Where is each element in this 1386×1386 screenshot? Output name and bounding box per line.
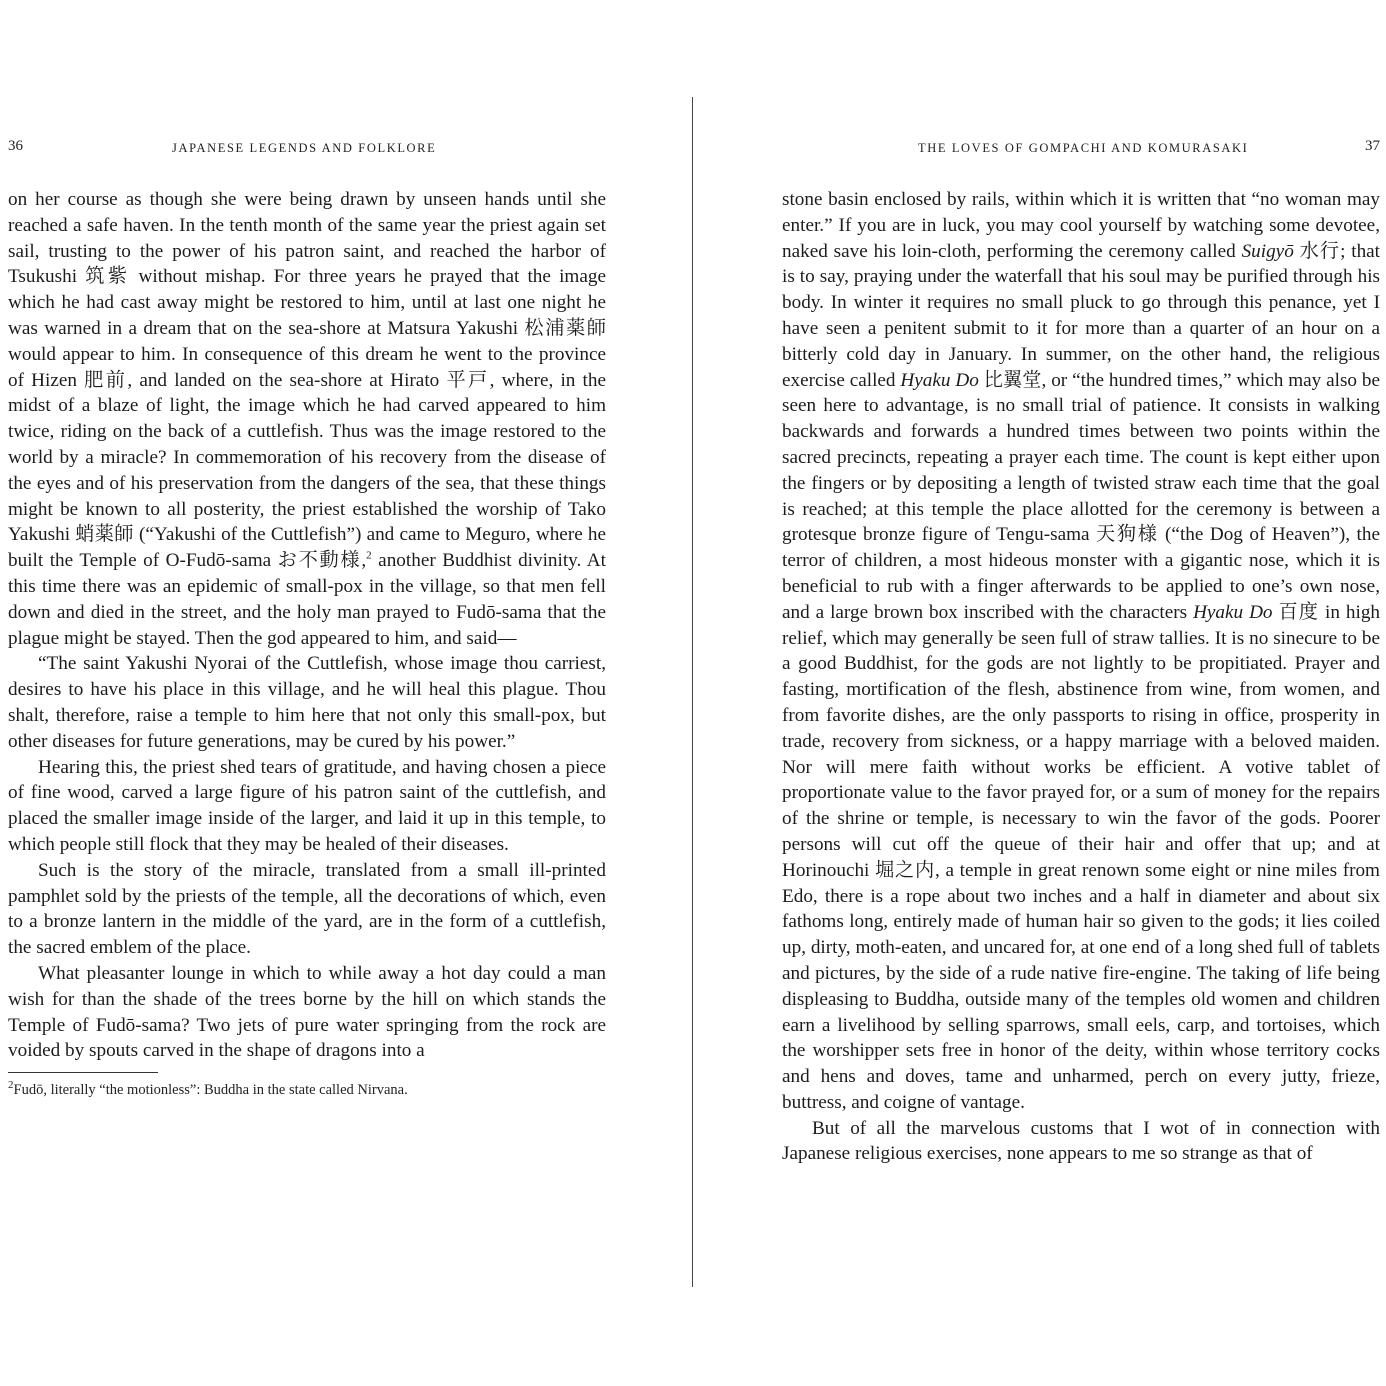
paragraph: But of all the marvelous customs that I wot of in connection with Japanese religious exercises, none appears to me so strange as that of xyxy=(782,1117,1380,1165)
left-page xyxy=(8,138,606,1099)
paragraph: Such is the story of the miracle, translated from a small ill-printed pamphlet sold by the priests of the temple, all the decorations of which, even to a bronze lantern in the middle of the yard, are in the form of a cuttlefish, the sacred emblem of the place. xyxy=(8,859,606,959)
page-number-right: 37 xyxy=(1365,138,1380,154)
paragraph-text: another Buddhist divinity. At this time there was an epidemic of small-pox in the village, so that men fell down and died in the street, and the holy man prayed to Fudō-sama that the plague might be stayed. Then the god appeared to him, and said— xyxy=(8,550,606,649)
left-page-body xyxy=(8,187,606,1064)
paragraph: Hearing this, the priest shed tears of gratitude, and having chosen a piece of fine wood, carved a large figure of his patron saint of the cuttlefish, and placed the smaller image inside of the larger, and laid it up in this temple, to which people still flock that they may be healed of their diseases. xyxy=(8,756,606,855)
right-page-header xyxy=(782,138,1380,162)
footnote-ref: 2 xyxy=(366,549,372,562)
left-page-header xyxy=(8,138,606,162)
paragraph-text: 比翼堂, or “the hundred times,” which may also be seen here to advantage, is no small trial of patience. It consists in walking backwards and forwards a hundred times between two points within the sacred precincts, repeating a prayer each time. The count is kept either upon the fingers or by depositing a length of twisted straw each time that the goal is reached; at this temple the place allotted for the ceremony is between a grotesque bronze figure of Tengu-sama 天狗様 (“the Dog of Heaven”), the terror of children, a most hideous monster with a gigantic nose, which it is beneficial to rub with a finger afterwards to be applied to one’s own nose, and a large brown box inscribed with the characters xyxy=(782,369,1381,623)
italic-term: Hyaku Do xyxy=(900,369,979,391)
gutter-divider xyxy=(692,97,693,1287)
paragraph-text: 水行; that is to say, praying under the waterfall that his soul may be purified through his body. In winter it requires no small pluck to go through this penance, yet I have seen a penitent submit to it for more than a quarter of an hour on a bitterly cold day in January. In summer, on the other hand, the religious exercise called xyxy=(782,240,1381,391)
page-number-left: 36 xyxy=(8,138,23,154)
paragraph xyxy=(8,187,606,651)
paragraph xyxy=(782,187,1380,1116)
paragraph: What pleasanter lounge in which to while away a hot day could a man wish for than the shade of the trees borne by the hill on which stands the Temple of Fudō-sama? Two jets of pure water springing from the rock are voided by spouts carved in the shape of dragons into a xyxy=(8,962,606,1062)
footnote-rule xyxy=(8,1072,158,1073)
running-head-right: THE LOVES OF GOMPACHI AND KOMURASAKI xyxy=(918,141,1249,155)
italic-term: Suigyō xyxy=(1241,240,1294,262)
paragraph-text: 百度 in high relief, which may generally be seen full of straw tallies. It is no sinecure to be a good Buddhist, for the gods are not lightly to be propitiated. Prayer and fasting, mortification of the flesh, abstinence from wine, from women, and from favorite dishes, are the only passports to rising in office, prosperity in trade, recovery from sickness, or a happy marriage with a beloved maiden. Nor will mere faith without works be efficient. A votive tablet of proportionate value to the favor prayed for, or a sum of money for the repairs of the shrine or temple, is necessary to win the favor of the gods. Poorer persons will cut off the queue of their hair and offer that up; and at Horinouchi 堀之内, a temple in great renown some eight or nine miles from Edo, there is a rope about two inches and a half in diameter and about six fathoms long, entirely made of human hair so given to the gods; it lies coiled up, dirty, moth-eaten, and uncared for, at one end of a long shed full of tablets and pictures, by the side of a rude native fire-engine. The taking of life being displeasing to Buddha, outside many of the temples old women and children earn a livelihood by selling sparrows, small eels, carp, and tortoises, which the worshipper sets free in honor of the deity, within whose territory cocks and hens and doves, tame and unharmed, perch on every jutty, frieze, buttress, and coigne of vantage. xyxy=(782,601,1381,1113)
paragraph: “The saint Yakushi Nyorai of the Cuttlefish, whose image thou carriest, desires to have his place in this village, and he will heal this plague. Thou shalt, therefore, raise a temple to him here that not only this small-pox, but other diseases for future generations, may be cured by his power.” xyxy=(8,653,606,752)
right-page xyxy=(782,138,1380,1167)
paragraph-text: on her course as though she were being drawn by unseen hands until she reached a safe haven. In the tenth month of the same year the priest again set sail, trusting to the power of his patron saint, and reached the harbor of Tsukushi 筑紫 without mishap. For three years he prayed that the image which he had cast away might be restored to him, until at last one night he was warned in a dream that on the sea-shore at Matsura Yakushi 松浦薬師 would appear to him. In consequence of this dream he went to the province of Hizen 肥前, and landed on the sea-shore at Hirato 平戸, where, in the midst of a blaze of light, the image which he had carved appeared to him twice, riding on the back of a cuttlefish. Thus was the image restored to the world by a miracle? In commemoration of his recovery from the disease of the eyes and of his preservation from the dangers of the sea, that these things might be known to all posterity, the priest established the worship of Tako Yakushi 蛸薬師 (“Yakushi of the Cuttlefish”) and came to Meguro, where he built the Temple of O-Fudō-sama お不動様, xyxy=(8,189,606,572)
paragraph-text: stone basin enclosed by rails, within which it is written that “no woman may enter.” If you are in luck, you may cool yourself by watching some devotee, naked save his loin-cloth, performing the ceremony called xyxy=(782,189,1380,262)
footnote-text: Fudō, literally “the motionless”: Buddha in the state called Nirvana. xyxy=(13,1082,408,1099)
footnote-mark: 2 xyxy=(8,1079,14,1092)
footnote xyxy=(8,1081,606,1099)
running-head-left: JAPANESE LEGENDS AND FOLKLORE xyxy=(172,141,437,155)
right-page-body xyxy=(782,187,1380,1167)
italic-term: Hyaku Do xyxy=(1193,601,1273,623)
